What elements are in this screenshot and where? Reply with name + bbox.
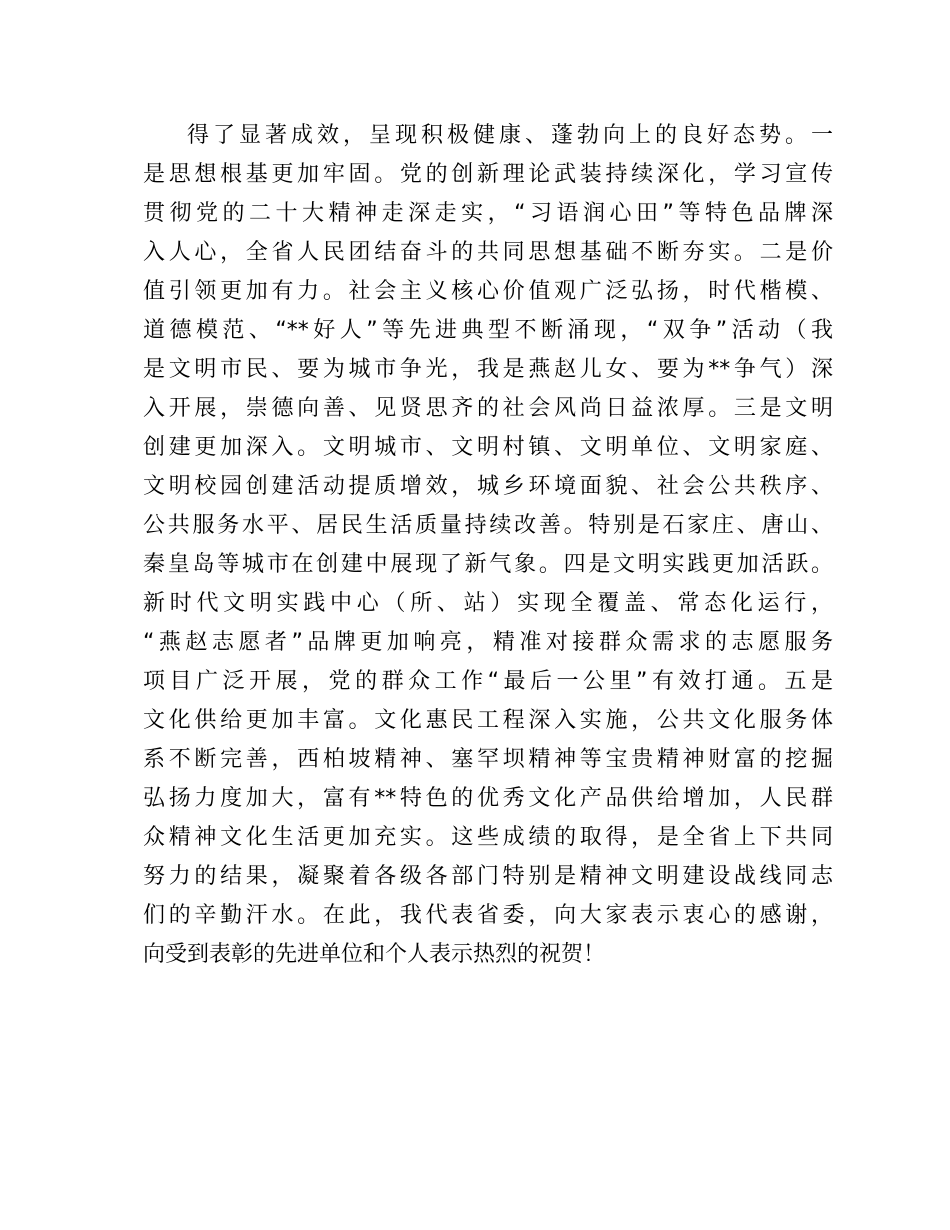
paragraph-line: 是思想根基更加牢固。党的创新理论武装持续深化，学习宣传 bbox=[143, 162, 833, 187]
paragraph-line: 得了显著成效，呈现积极健康、蓬勃向上的良好态势。一 bbox=[187, 123, 833, 148]
paragraph-line: 系不断完善，西柏坡精神、塞罕坝精神等宝贵精神财富的挖掘 bbox=[143, 747, 833, 772]
paragraph-line: 创建更加深入。文明城市、文明村镇、文明单位、文明家庭、 bbox=[143, 435, 833, 460]
paragraph-line: 道德模范、“**好人”等先进典型不断涌现，“双争”活动（我 bbox=[143, 318, 833, 343]
paragraph-line: 是文明市民、要为城市争光，我是燕赵儿女、要为**争气）深 bbox=[143, 357, 833, 382]
paragraph-line: 文化供给更加丰富。文化惠民工程深入实施，公共文化服务体 bbox=[143, 708, 833, 733]
paragraph-line: 贯彻党的二十大精神走深走实，“习语润心田”等特色品牌深 bbox=[143, 201, 833, 226]
paragraph-line: 们的辛勤汗水。在此，我代表省委，向大家表示衷心的感谢， bbox=[143, 903, 833, 928]
paragraph-line: “燕赵志愿者”品牌更加响亮，精准对接群众需求的志愿服务 bbox=[143, 630, 833, 655]
paragraph-line: 众精神文化生活更加充实。这些成绩的取得，是全省上下共同 bbox=[143, 825, 833, 850]
paragraph-line: 新时代文明实践中心（所、站）实现全覆盖、常态化运行， bbox=[143, 591, 833, 616]
paragraph-line: 值引领更加有力。社会主义核心价值观广泛弘扬，时代楷模、 bbox=[143, 279, 833, 304]
paragraph-line: 入人心，全省人民团结奋斗的共同思想基础不断夯实。二是价 bbox=[143, 240, 833, 265]
paragraph-line: 入开展，崇德向善、见贤思齐的社会风尚日益浓厚。三是文明 bbox=[143, 396, 833, 421]
paragraph-line: 秦皇岛等城市在创建中展现了新气象。四是文明实践更加活跃。 bbox=[143, 552, 833, 577]
paragraph-line: 公共服务水平、居民生活质量持续改善。特别是石家庄、唐山、 bbox=[143, 513, 833, 538]
paragraph-line: 弘扬力度加大，富有**特色的优秀文化产品供给增加，人民群 bbox=[143, 786, 833, 811]
body-paragraph bbox=[143, 116, 833, 974]
paragraph-line: 努力的结果，凝聚着各级各部门特别是精神文明建设战线同志 bbox=[143, 864, 833, 889]
paragraph-line: 项目广泛开展，党的群众工作“最后一公里”有效打通。五是 bbox=[143, 669, 833, 694]
paragraph-line: 向受到表彰的先进单位和个人表示热烈的祝贺！ bbox=[143, 942, 606, 967]
paragraph-line: 文明校园创建活动提质增效，城乡环境面貌、社会公共秩序、 bbox=[143, 474, 833, 499]
